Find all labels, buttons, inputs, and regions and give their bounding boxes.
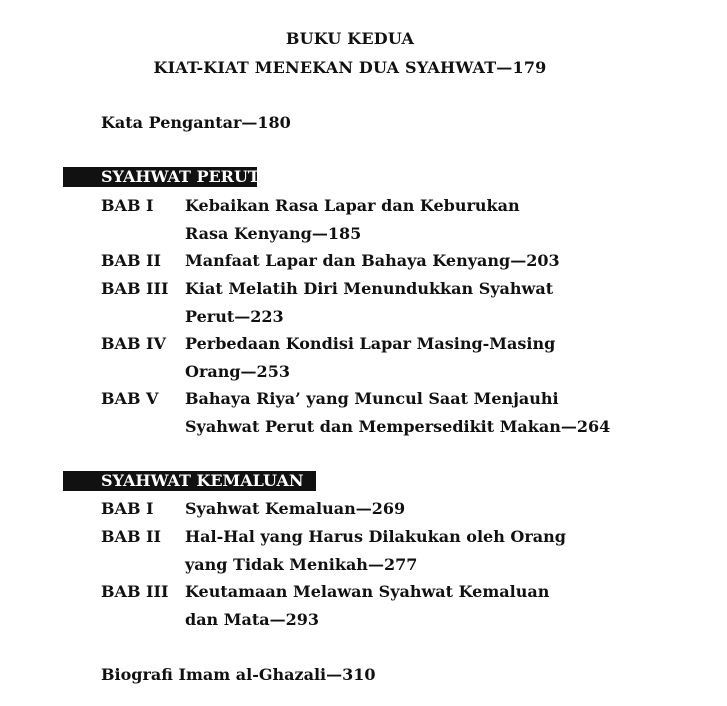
book-title: BUKU KEDUA [285, 29, 415, 48]
chapter-title-line: dan Mata—293 [185, 610, 319, 629]
chapter-number: BAB III [101, 279, 169, 298]
chapter-number: BAB I [101, 196, 154, 215]
chapter-number: BAB IV [101, 334, 166, 353]
chapter-title-line: Manfaat Lapar dan Bahaya Kenyang—203 [185, 251, 560, 270]
chapter-title-line: Syahwat Perut dan Mempersedikit Makan—264 [185, 417, 611, 436]
intro-entry: Kata Pengantar—180 [101, 113, 291, 132]
chapter-title-line: Keutamaan Melawan Syahwat Kemaluan [185, 582, 550, 601]
chapter-number: BAB II [101, 251, 161, 270]
chapter-title-line: yang Tidak Menikah—277 [185, 555, 418, 574]
chapter-title-line: Bahaya Riya’ yang Muncul Saat Menjauhi [185, 389, 559, 408]
closing-entry: Biografi Imam al-Ghazali—310 [101, 665, 376, 684]
chapter-title-line: Rasa Kenyang—185 [185, 224, 362, 243]
chapter-title-line: Kiat Melatih Diri Menundukkan Syahwat [185, 279, 554, 298]
chapter-title-line: Perut—223 [185, 307, 284, 326]
chapter-number: BAB II [101, 527, 161, 546]
chapter-number: BAB V [101, 389, 159, 408]
chapter-number: BAB I [101, 499, 154, 518]
chapter-title-line: Hal-Hal yang Harus Dilakukan oleh Orang [185, 527, 566, 546]
chapter-title-line: Perbedaan Kondisi Lapar Masing-Masing [185, 334, 556, 353]
chapter-title-line: Kebaikan Rasa Lapar dan Keburukan [185, 196, 520, 215]
chapter-title-line: Orang—253 [185, 362, 290, 381]
chapter-number: BAB III [101, 582, 169, 601]
section-heading-kemaluan: SYAHWAT KEMALUAN [101, 471, 304, 490]
section-heading-perut: SYAHWAT PERUT [101, 167, 260, 186]
part-title: KIAT-KIAT MENEKAN DUA SYAHWAT—179 [153, 58, 547, 77]
chapter-title-line: Syahwat Kemaluan—269 [185, 499, 406, 518]
